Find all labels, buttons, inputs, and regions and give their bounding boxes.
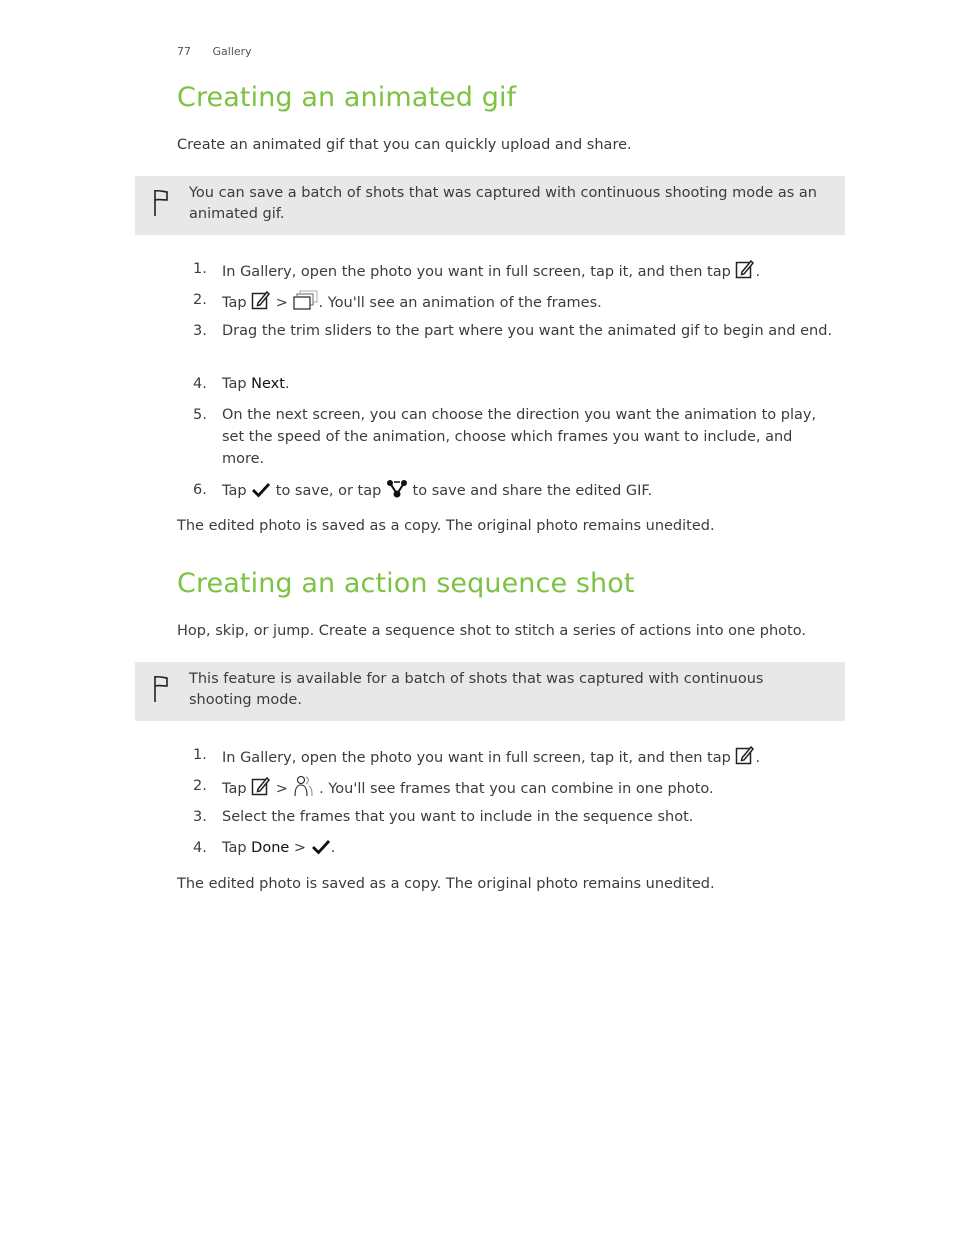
flag-icon	[151, 674, 171, 704]
edit-icon	[251, 289, 271, 311]
checkmark-icon	[251, 481, 271, 499]
section-title-animated-gif: Creating an animated gif	[177, 82, 517, 113]
note-box-animated-gif	[135, 176, 845, 235]
sequence-shot-icon	[293, 775, 315, 797]
checkmark-icon	[311, 838, 331, 856]
section-outro-action-sequence: The edited photo is saved as a copy. The original photo remains unedited.	[177, 876, 715, 892]
section-intro-animated-gif: Create an animated gif that you can quickly upload and share.	[177, 137, 632, 153]
edit-icon	[735, 258, 755, 280]
note-box-action-sequence	[135, 662, 845, 721]
page-number: 77	[177, 45, 191, 58]
share-icon	[386, 479, 408, 499]
flag-icon	[151, 188, 171, 218]
animated-frames-icon	[293, 289, 319, 311]
running-section-name: Gallery	[212, 45, 252, 58]
done-label: Done	[251, 840, 290, 856]
note-text: You can save a batch of shots that was captured with continuous shooting mode as an animated gif.	[189, 185, 817, 222]
edit-icon	[735, 744, 755, 766]
edit-icon	[251, 775, 271, 797]
next-label: Next	[251, 376, 285, 392]
section-outro-animated-gif: The edited photo is saved as a copy. The original photo remains unedited.	[177, 518, 715, 534]
note-text: This feature is available for a batch of shots that was captured with continuous shooting mode.	[189, 671, 764, 708]
section-intro-action-sequence: Hop, skip, or jump. Create a sequence shot to stitch a series of actions into one photo.	[177, 623, 806, 639]
page-header	[177, 45, 252, 58]
section-title-action-sequence: Creating an action sequence shot	[177, 568, 635, 599]
